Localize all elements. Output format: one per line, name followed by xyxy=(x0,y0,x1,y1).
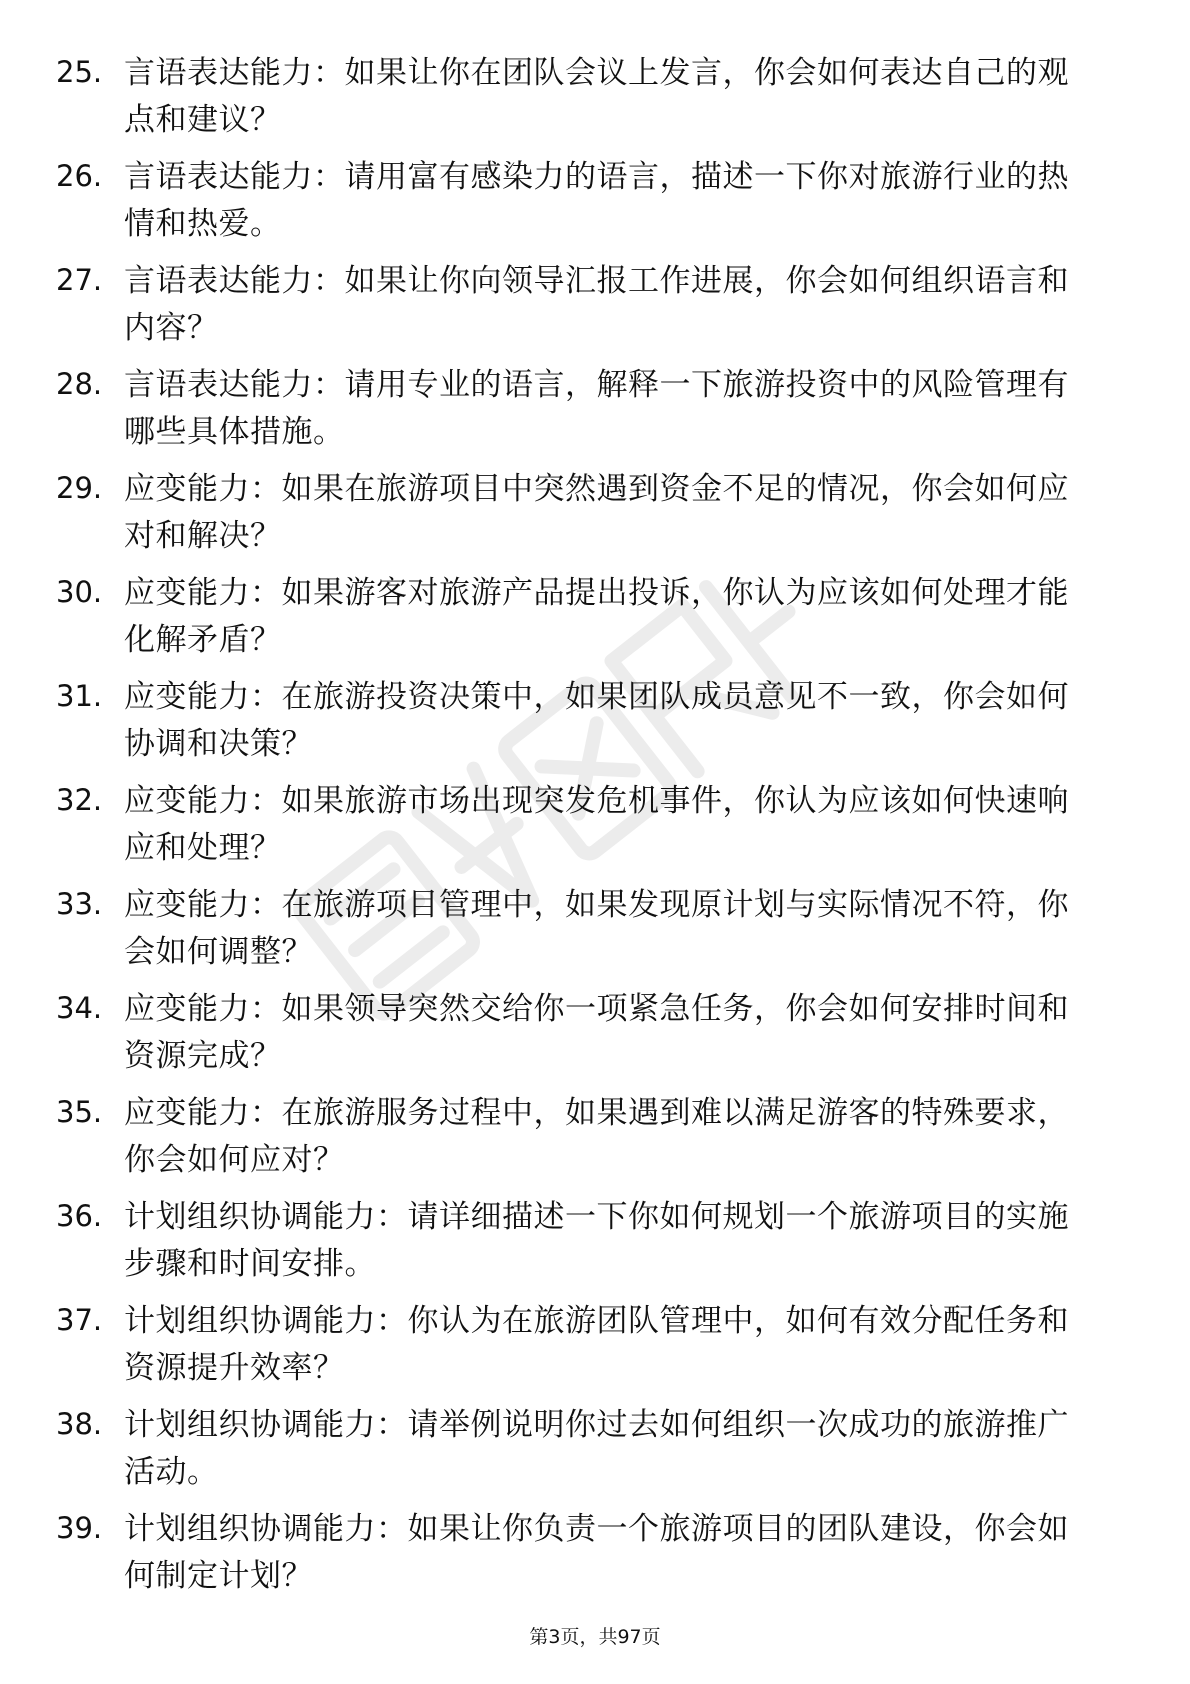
list-item xyxy=(0,776,1190,880)
question-number: 27. xyxy=(56,263,103,297)
question-number: 36. xyxy=(56,1199,103,1233)
question-text: 应变能力：在旅游投资决策中，如果团队成员意见不一致，你会如何协调和决策？ xyxy=(124,679,1069,762)
question-text: 应变能力：如果领导突然交给你一项紧急任务，你会如何安排时间和资源完成？ xyxy=(124,991,1069,1074)
question-number: 33. xyxy=(56,887,103,921)
question-number: 28. xyxy=(56,367,103,401)
question-text: 应变能力：在旅游项目管理中，如果发现原计划与实际情况不符，你会如何调整？ xyxy=(124,887,1069,970)
question-number: 38. xyxy=(56,1407,103,1441)
list-item xyxy=(0,1504,1190,1608)
question-text: 言语表达能力：如果让你向领导汇报工作进展，你会如何组织语言和内容？ xyxy=(124,263,1069,346)
list-item xyxy=(0,48,1190,152)
list-item xyxy=(0,464,1190,568)
question-text: 应变能力：如果在旅游项目中突然遇到资金不足的情况，你会如何应对和解决？ xyxy=(124,471,1069,554)
question-number: 25. xyxy=(56,55,103,89)
question-list xyxy=(0,48,1190,1608)
question-text: 言语表达能力：请用富有感染力的语言，描述一下你对旅游行业的热情和热爱。 xyxy=(124,159,1069,242)
question-text: 计划组织协调能力：请详细描述一下你如何规划一个旅游项目的实施步骤和时间安排。 xyxy=(124,1199,1069,1282)
list-item xyxy=(0,152,1190,256)
list-item xyxy=(0,1296,1190,1400)
list-item xyxy=(0,1088,1190,1192)
question-number: 39. xyxy=(56,1511,103,1545)
list-item xyxy=(0,568,1190,672)
question-number: 32. xyxy=(56,783,103,817)
question-number: 29. xyxy=(56,471,103,505)
question-text: 言语表达能力：如果让你在团队会议上发言，你会如何表达自己的观点和建议？ xyxy=(124,55,1069,138)
list-item xyxy=(0,256,1190,360)
question-number: 37. xyxy=(56,1303,103,1337)
list-item xyxy=(0,1400,1190,1504)
question-text: 应变能力：在旅游服务过程中，如果遇到难以满足游客的特殊要求，你会如何应对？ xyxy=(124,1095,1069,1178)
question-text: 言语表达能力：请用专业的语言，解释一下旅游投资中的风险管理有哪些具体措施。 xyxy=(124,367,1069,450)
list-item xyxy=(0,880,1190,984)
list-item xyxy=(0,984,1190,1088)
question-number: 30. xyxy=(56,575,103,609)
question-number: 26. xyxy=(56,159,103,193)
question-number: 35. xyxy=(56,1095,103,1129)
question-text: 应变能力：如果旅游市场出现突发危机事件，你认为应该如何快速响应和处理？ xyxy=(124,783,1069,866)
page-number-label: 第3页，共97页 xyxy=(529,1626,661,1648)
question-text: 计划组织协调能力：你认为在旅游团队管理中，如何有效分配任务和资源提升效率？ xyxy=(124,1303,1069,1386)
question-number: 31. xyxy=(56,679,103,713)
question-text: 计划组织协调能力：如果让你负责一个旅游项目的团队建设，你会如何制定计划？ xyxy=(124,1511,1069,1594)
question-text: 应变能力：如果游客对旅游产品提出投诉，你认为应该如何处理才能化解矛盾？ xyxy=(124,575,1069,658)
list-item xyxy=(0,672,1190,776)
list-item xyxy=(0,360,1190,464)
list-item xyxy=(0,1192,1190,1296)
question-number: 34. xyxy=(56,991,103,1025)
page-footer xyxy=(0,1622,1190,1649)
question-text: 计划组织协调能力：请举例说明你过去如何组织一次成功的旅游推广活动。 xyxy=(124,1407,1069,1490)
